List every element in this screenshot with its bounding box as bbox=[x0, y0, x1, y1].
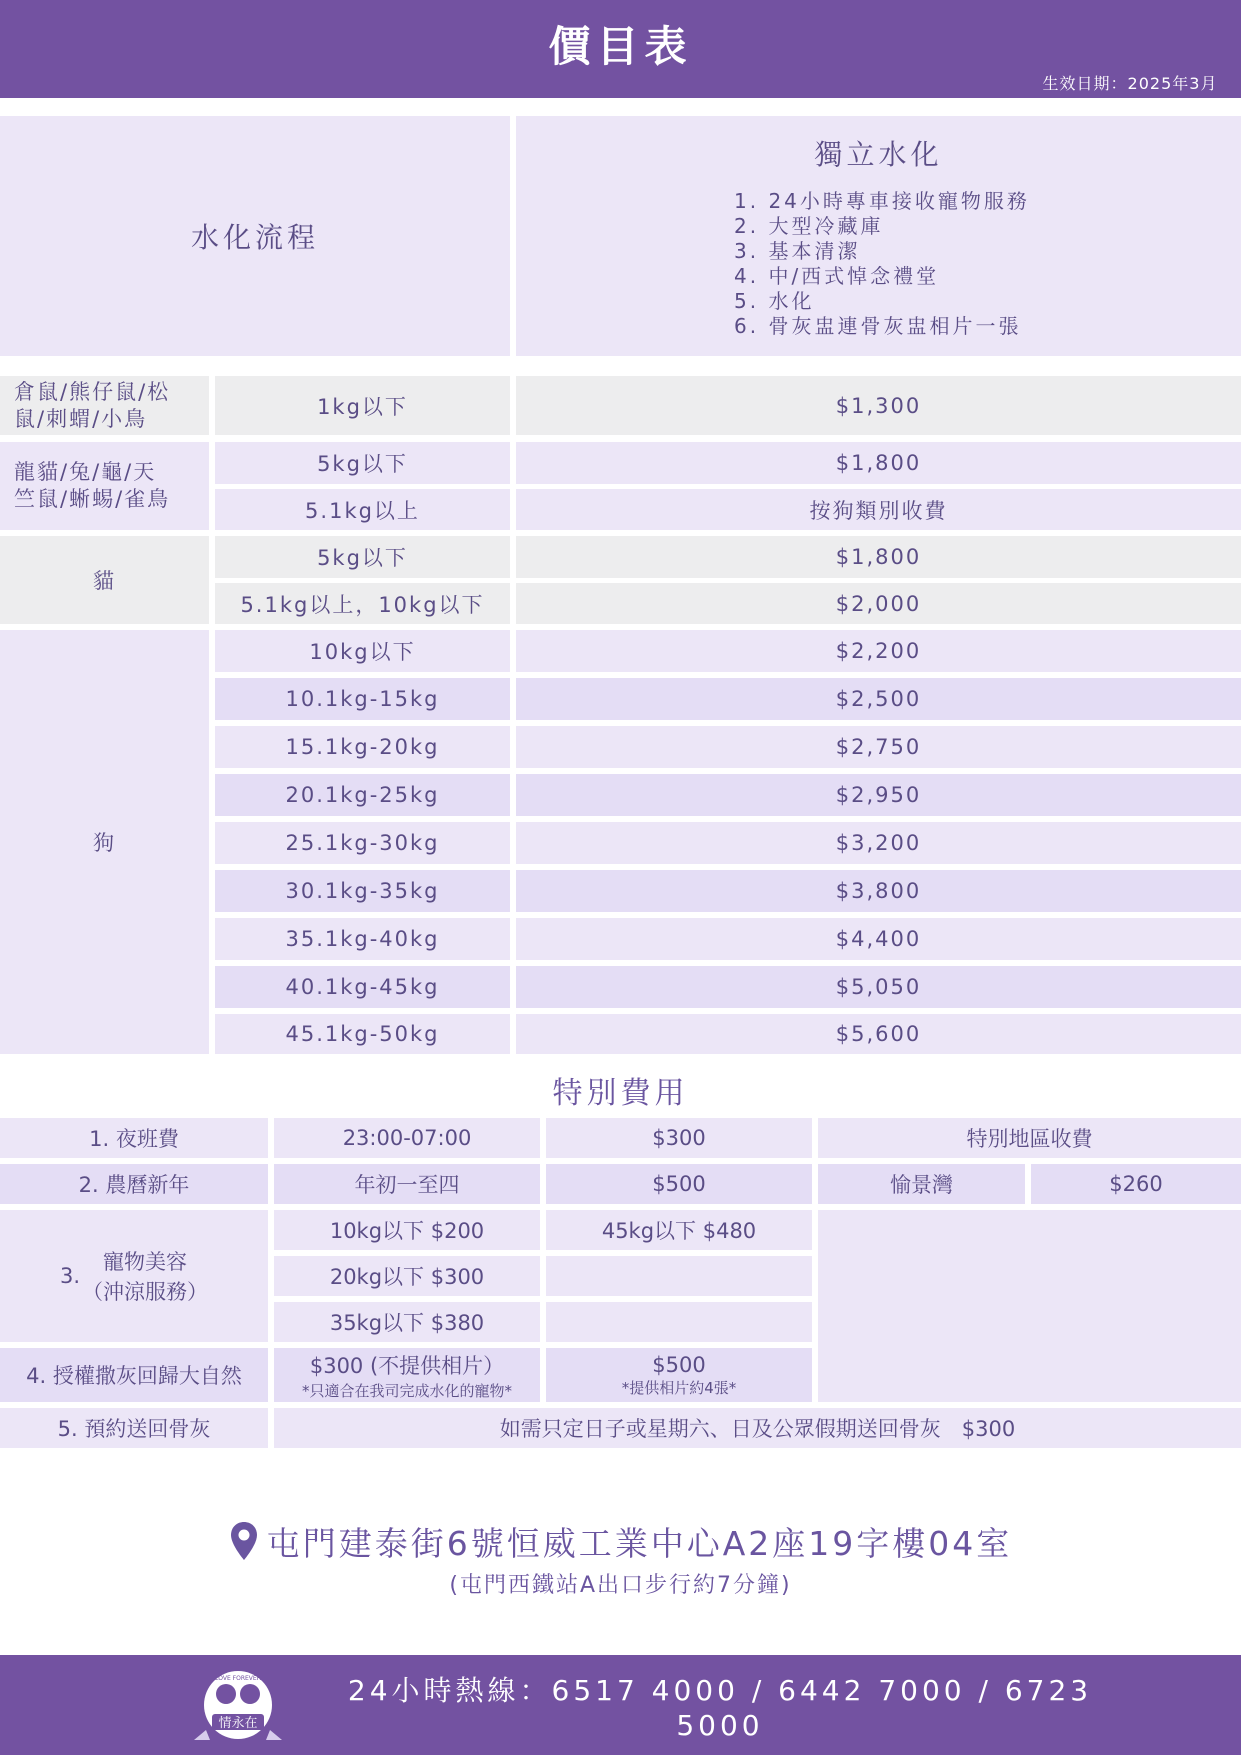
grooming-option-large: 45kg以下 $480 bbox=[546, 1210, 812, 1250]
price-cell: $2,200 bbox=[516, 630, 1241, 672]
service-title: 獨立水化 bbox=[814, 138, 943, 171]
price-cell: $1,800 bbox=[516, 536, 1241, 578]
step-item: 1. 24小時專車接收寵物服務 bbox=[734, 189, 1030, 213]
process-title: 水化流程 bbox=[190, 221, 319, 254]
delivery-label: 5. 預約送回骨灰 bbox=[0, 1408, 268, 1448]
price-cell: $1,800 bbox=[516, 442, 1241, 484]
scatter-option-2 bbox=[546, 1348, 812, 1402]
cny-period: 年初一至四 bbox=[274, 1164, 540, 1204]
category-dog: 狗 bbox=[0, 630, 209, 1054]
price-cell: $5,050 bbox=[516, 966, 1241, 1008]
step-item: 2. 大型冷藏庫 bbox=[734, 214, 884, 238]
area-name: 愉景灣 bbox=[818, 1164, 1025, 1204]
weight-cell: 10.1kg-15kg bbox=[215, 678, 510, 720]
grooming-option: 10kg以下 $200 bbox=[274, 1210, 540, 1250]
delivery-desc: 如需只定日子或星期六、日及公眾假期送回骨灰 $300 bbox=[274, 1408, 1241, 1448]
weight-cell: 5kg以下 bbox=[215, 442, 510, 484]
grooming-number: 3. bbox=[59, 1264, 81, 1288]
special-area-title: 特別地區收費 bbox=[818, 1118, 1241, 1158]
cny-label: 2. 農曆新年 bbox=[0, 1164, 268, 1204]
weight-cell: 35.1kg-40kg bbox=[215, 918, 510, 960]
company-logo bbox=[188, 1660, 288, 1750]
svg-text:情永在: 情永在 bbox=[218, 1716, 258, 1731]
grooming-option: 35kg以下 $380 bbox=[274, 1302, 540, 1342]
category-small-animals: 倉鼠/熊仔鼠/松鼠/刺蝟/小鳥 bbox=[0, 376, 209, 435]
price-cell: $3,200 bbox=[516, 822, 1241, 864]
weight-cell: 15.1kg-20kg bbox=[215, 726, 510, 768]
step-item: 5. 水化 bbox=[734, 289, 815, 313]
special-fees-title: 特別費用 bbox=[552, 1076, 689, 1111]
weight-cell: 30.1kg-35kg bbox=[215, 870, 510, 912]
empty-area-cell bbox=[818, 1210, 1241, 1402]
category-medium-animals: 龍貓/兔/龜/天竺鼠/蜥蜴/雀鳥 bbox=[0, 442, 209, 530]
address-line bbox=[0, 1515, 1241, 1567]
grooming-label bbox=[0, 1210, 268, 1342]
scatter-option-1-price: $300 (不提供相片） bbox=[309, 1353, 505, 1378]
svg-text:LOVE FOREVER: LOVE FOREVER bbox=[215, 1675, 261, 1682]
grooming-option: 20kg以下 $300 bbox=[274, 1256, 540, 1296]
price-cell: $5,600 bbox=[516, 1014, 1241, 1054]
scatter-label: 4. 授權撒灰回歸大自然 bbox=[0, 1348, 268, 1402]
weight-cell: 5kg以下 bbox=[215, 536, 510, 578]
price-cell: $2,750 bbox=[516, 726, 1241, 768]
step-item: 3. 基本清潔 bbox=[734, 239, 861, 263]
price-cell: $3,800 bbox=[516, 870, 1241, 912]
category-cat: 貓 bbox=[0, 536, 209, 624]
weight-cell: 45.1kg-50kg bbox=[215, 1014, 510, 1054]
hotline-text: 24小時熱線：6517 4000 / 6442 7000 / 6723 5000 bbox=[347, 1673, 1093, 1742]
address-note: (屯門西鐵站A出口步行約7分鐘) bbox=[449, 1572, 792, 1598]
grooming-subtitle: （沖涼服務） bbox=[82, 1280, 209, 1304]
weight-cell: 10kg以下 bbox=[215, 630, 510, 672]
weight-cell: 1kg以下 bbox=[215, 376, 510, 435]
step-item: 4. 中/西式悼念禮堂 bbox=[734, 264, 940, 288]
weight-cell: 20.1kg-25kg bbox=[215, 774, 510, 816]
night-fee-time: 23:00-07:00 bbox=[274, 1118, 540, 1158]
weight-cell: 40.1kg-45kg bbox=[215, 966, 510, 1008]
step-item: 6. 骨灰盅連骨灰盅相片一張 bbox=[734, 314, 1022, 338]
price-cell: $4,400 bbox=[516, 918, 1241, 960]
empty-cell bbox=[546, 1256, 812, 1296]
scatter-option-2-price: $500 bbox=[652, 1352, 706, 1377]
cny-price: $500 bbox=[546, 1164, 812, 1204]
weight-cell: 25.1kg-30kg bbox=[215, 822, 510, 864]
grooming-title: 寵物美容 bbox=[103, 1250, 188, 1274]
service-steps bbox=[734, 189, 1214, 339]
weight-cell: 5.1kg以上，10kg以下 bbox=[215, 583, 510, 624]
night-fee-label: 1. 夜班費 bbox=[0, 1118, 268, 1158]
night-fee-price: $300 bbox=[546, 1118, 812, 1158]
address-text: 屯門建泰街6號恒威工業中心A2座19字樓04室 bbox=[266, 1523, 1013, 1563]
area-price: $260 bbox=[1031, 1164, 1241, 1204]
price-cell: $2,950 bbox=[516, 774, 1241, 816]
scatter-option-2-note: *提供相片約4張* bbox=[621, 1378, 737, 1397]
scatter-option-1 bbox=[274, 1348, 540, 1402]
page-title: 價目表 bbox=[548, 22, 693, 71]
location-pin-icon bbox=[229, 1520, 259, 1562]
price-cell: $1,300 bbox=[516, 376, 1241, 435]
effective-date: 生效日期：2025年3月 bbox=[1042, 73, 1218, 93]
empty-cell bbox=[546, 1302, 812, 1342]
price-cell: $2,000 bbox=[516, 583, 1241, 624]
weight-cell: 5.1kg以上 bbox=[215, 489, 510, 530]
scatter-option-1-note: *只適合在我司完成水化的寵物* bbox=[301, 1381, 512, 1400]
price-cell: 按狗類別收費 bbox=[516, 489, 1241, 530]
price-cell: $2,500 bbox=[516, 678, 1241, 720]
